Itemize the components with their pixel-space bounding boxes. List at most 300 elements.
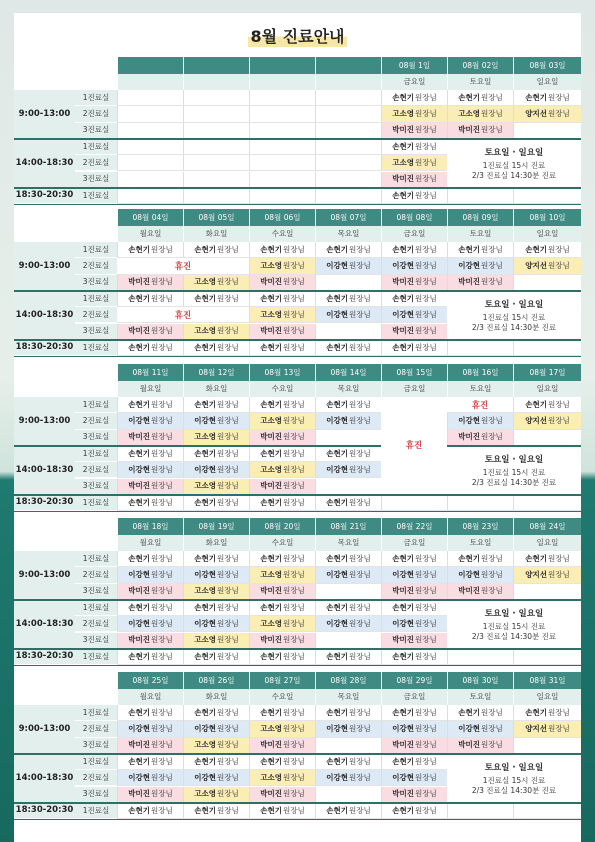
doctor-cell [513, 738, 581, 754]
doctor-name: 고소영 [260, 724, 282, 734]
doctor-cell [381, 633, 447, 649]
doctor-cell [447, 123, 513, 139]
doctor-cell [249, 633, 315, 649]
doctor-cell [513, 397, 581, 413]
doctor-title: 원장님 [151, 342, 173, 352]
doctor-cell [117, 479, 183, 495]
doctor-title: 원장님 [415, 125, 437, 135]
doctor-cell [117, 155, 183, 171]
doctor-name: 박미진 [260, 789, 282, 799]
doctor-title: 원장님 [415, 174, 437, 184]
weekend-note-line2: 2/3 진료실 14:30분 진료 [471, 477, 557, 487]
doctor-name: 손현기 [392, 190, 414, 200]
doctor-cell [315, 324, 381, 340]
doctor-cell [513, 188, 581, 204]
doctor-name: 박미진 [260, 586, 282, 596]
doctor-cell [381, 242, 447, 258]
doctor-cell [315, 291, 381, 307]
doctor-cell [249, 770, 315, 786]
doctor-title: 원장님 [283, 756, 305, 766]
doctor-cell [513, 721, 581, 737]
doctor-name: 손현기 [392, 244, 414, 254]
doctor-cell [183, 172, 249, 188]
doctor-name: 손현기 [525, 244, 547, 254]
doctor-cell [183, 324, 249, 340]
doctor-name: 이강현 [194, 724, 216, 734]
doctor-cell [447, 495, 513, 511]
room-label: 2진료실 [75, 155, 117, 171]
doctor-title: 원장님 [415, 570, 437, 580]
doctor-name: 고소영 [194, 789, 216, 799]
doctor-cell [315, 567, 381, 583]
page-title: 8월 진료안내 [14, 13, 581, 57]
doctor-cell [249, 567, 315, 583]
doctor-name: 박미진 [260, 432, 282, 442]
doctor-cell [315, 242, 381, 258]
doctor-title: 원장님 [349, 448, 371, 458]
doctor-cell [447, 649, 513, 665]
doctor-cell [183, 705, 249, 721]
doctor-cell [381, 172, 447, 188]
doctor-title: 원장님 [349, 497, 371, 507]
weekday-header: 금요일 [381, 381, 447, 398]
doctor-name: 손현기 [458, 553, 480, 563]
doctor-name: 손현기 [128, 244, 150, 254]
doctor-name: 손현기 [392, 141, 414, 151]
doctor-title: 원장님 [217, 756, 239, 766]
date-header: 08월 05일 [183, 209, 249, 226]
doctor-title: 원장님 [349, 707, 371, 717]
doctor-title: 원장님 [283, 635, 305, 645]
doctor-cell [315, 123, 381, 139]
doctor-name: 고소영 [392, 158, 414, 168]
room-label: 2진료실 [75, 462, 117, 478]
date-header: 08월 11일 [117, 364, 183, 381]
date-header: 08월 09일 [447, 209, 513, 226]
doctor-title: 원장님 [415, 141, 437, 151]
doctor-cell [117, 770, 183, 786]
doctor-cell [183, 155, 249, 171]
doctor-cell [249, 584, 315, 600]
doctor-cell [183, 479, 249, 495]
doctor-cell [183, 446, 249, 462]
doctor-name: 손현기 [194, 553, 216, 563]
doctor-name: 고소영 [260, 619, 282, 629]
doctor-title: 원장님 [415, 553, 437, 563]
room-label: 1진료실 [75, 139, 117, 155]
time-slot-label: 18:30-20:30 [14, 495, 75, 511]
date-header: 08월 04일 [117, 209, 183, 226]
doctor-title: 원장님 [481, 570, 503, 580]
doctor-cell [117, 340, 183, 356]
doctor-cell [117, 584, 183, 600]
doctor-cell [249, 803, 315, 819]
doctor-cell [315, 705, 381, 721]
date-header: 08월 25일 [117, 672, 183, 689]
doctor-name: 이강현 [392, 310, 414, 320]
doctor-title: 원장님 [151, 619, 173, 629]
room-label: 3진료실 [75, 738, 117, 754]
doctor-cell [183, 139, 249, 155]
doctor-title: 원장님 [415, 277, 437, 287]
doctor-cell [183, 803, 249, 819]
room-label: 2진료실 [75, 616, 117, 632]
doctor-title: 원장님 [151, 805, 173, 815]
room-label: 3진료실 [75, 123, 117, 139]
doctor-name: 박미진 [260, 740, 282, 750]
doctor-title: 원장님 [217, 740, 239, 750]
room-label: 3진료실 [75, 633, 117, 649]
doctor-cell [381, 770, 447, 786]
doctor-cell [117, 188, 183, 204]
doctor-name: 손현기 [128, 651, 150, 661]
doctor-cell [513, 340, 581, 356]
doctor-title: 원장님 [151, 773, 173, 783]
doctor-name: 손현기 [392, 805, 414, 815]
doctor-title: 원장님 [217, 651, 239, 661]
doctor-cell [315, 139, 381, 155]
doctor-cell [117, 787, 183, 803]
date-header: 08월 06일 [249, 209, 315, 226]
doctor-cell [513, 258, 581, 274]
doctor-name: 손현기 [128, 553, 150, 563]
doctor-name: 고소영 [194, 432, 216, 442]
slot-divider [14, 187, 581, 189]
schedule-row [75, 413, 581, 429]
time-slot-label: 9:00-13:00 [14, 551, 75, 600]
schedule-row [75, 584, 581, 600]
header-blank [14, 689, 117, 706]
doctor-cell [183, 616, 249, 632]
doctor-cell [513, 90, 581, 106]
doctor-title: 원장님 [283, 399, 305, 409]
doctor-title: 원장님 [283, 310, 305, 320]
doctor-name: 이강현 [458, 416, 480, 426]
doctor-cell [183, 754, 249, 770]
doctor-cell [249, 90, 315, 106]
date-header: 08월 24일 [513, 518, 581, 535]
schedule-row [75, 275, 581, 291]
doctor-cell [117, 446, 183, 462]
doctor-cell [117, 139, 183, 155]
doctor-cell [249, 242, 315, 258]
doctor-title: 원장님 [415, 92, 437, 102]
doctor-title: 원장님 [217, 481, 239, 491]
doctor-cell [117, 495, 183, 511]
doctor-cell [381, 705, 447, 721]
time-slot-label: 18:30-20:30 [14, 340, 75, 356]
slot-divider [14, 339, 581, 341]
time-slot-label: 9:00-13:00 [14, 90, 75, 139]
doctor-cell [315, 479, 381, 495]
doctor-title: 원장님 [349, 756, 371, 766]
room-label: 3진료실 [75, 324, 117, 340]
doctor-name: 이강현 [326, 570, 348, 580]
doctor-cell [381, 258, 447, 274]
week-header-row [14, 364, 581, 381]
doctor-title: 원장님 [151, 432, 173, 442]
doctor-name: 양지선 [525, 261, 547, 271]
doctor-title: 원장님 [151, 635, 173, 645]
doctor-cell [315, 430, 381, 446]
date-header: 08월 18일 [117, 518, 183, 535]
doctor-name: 손현기 [525, 707, 547, 717]
doctor-name: 손현기 [392, 602, 414, 612]
date-header: 08월 21일 [315, 518, 381, 535]
doctor-title: 원장님 [283, 326, 305, 336]
weekday-header [249, 74, 315, 91]
weekday-header: 수요일 [249, 381, 315, 398]
doctor-cell [315, 340, 381, 356]
doctor-title: 원장님 [349, 773, 371, 783]
doctor-title: 원장님 [415, 707, 437, 717]
doctor-cell [447, 188, 513, 204]
doctor-cell [183, 242, 249, 258]
doctor-name: 박미진 [392, 586, 414, 596]
doctor-name: 손현기 [525, 92, 547, 102]
week-divider [14, 819, 581, 820]
doctor-cell [447, 803, 513, 819]
doctor-name: 손현기 [260, 497, 282, 507]
doctor-cell [249, 754, 315, 770]
doctor-name: 박미진 [128, 635, 150, 645]
doctor-name: 이강현 [194, 773, 216, 783]
doctor-title: 원장님 [217, 342, 239, 352]
doctor-cell [249, 123, 315, 139]
room-label: 1진료실 [75, 291, 117, 307]
schedule-row [75, 123, 581, 139]
doctor-cell [513, 413, 581, 429]
doctor-title: 원장님 [151, 789, 173, 799]
room-label: 2진료실 [75, 413, 117, 429]
doctor-title: 원장님 [151, 481, 173, 491]
room-label: 1진료실 [75, 340, 117, 356]
weekend-note-line1: 1진료실 15시 진료 [482, 467, 546, 477]
room-label: 3진료실 [75, 430, 117, 446]
weekend-note-line1: 1진료실 15시 진료 [482, 621, 546, 631]
doctor-cell [447, 551, 513, 567]
doctor-name: 고소영 [260, 261, 282, 271]
doctor-cell [381, 803, 447, 819]
doctor-cell [447, 584, 513, 600]
doctor-title: 원장님 [481, 553, 503, 563]
date-header: 08월 20일 [249, 518, 315, 535]
doctor-title: 원장님 [283, 465, 305, 475]
doctor-name: 손현기 [326, 651, 348, 661]
doctor-name: 손현기 [194, 293, 216, 303]
room-label: 1진료실 [75, 90, 117, 106]
schedule-row [75, 705, 581, 721]
doctor-title: 원장님 [283, 805, 305, 815]
date-header [315, 57, 381, 74]
doctor-name: 박미진 [458, 125, 480, 135]
doctor-name: 손현기 [326, 448, 348, 458]
doctor-name: 손현기 [194, 399, 216, 409]
doctor-cell [381, 616, 447, 632]
room-label: 3진료실 [75, 787, 117, 803]
weekend-note-line1: 1진료실 15시 진료 [482, 312, 546, 322]
doctor-title: 원장님 [217, 432, 239, 442]
doctor-cell [513, 551, 581, 567]
date-header: 08월 13일 [249, 364, 315, 381]
doctor-name: 손현기 [194, 448, 216, 458]
doctor-title: 원장님 [151, 497, 173, 507]
doctor-name: 손현기 [260, 805, 282, 815]
doctor-title: 원장님 [151, 465, 173, 475]
doctor-cell [117, 738, 183, 754]
doctor-cell [117, 90, 183, 106]
doctor-title: 원장님 [481, 277, 503, 287]
doctor-title: 원장님 [151, 586, 173, 596]
doctor-name: 이강현 [392, 773, 414, 783]
schedule-row [75, 430, 581, 446]
date-header: 08월 26일 [183, 672, 249, 689]
doctor-title: 원장님 [283, 277, 305, 287]
doctor-name: 이강현 [326, 773, 348, 783]
doctor-cell [447, 106, 513, 122]
doctor-title: 원장님 [151, 724, 173, 734]
doctor-cell [183, 106, 249, 122]
doctor-cell [117, 803, 183, 819]
doctor-cell [183, 188, 249, 204]
time-slot-label: 14:00-18:30 [14, 754, 75, 803]
doctor-name: 손현기 [128, 399, 150, 409]
weekend-note-line2: 2/3 진료실 14:30분 진료 [471, 631, 557, 641]
doctor-title: 원장님 [217, 448, 239, 458]
header-blank [14, 535, 117, 552]
doctor-name: 고소영 [194, 326, 216, 336]
doctor-name: 손현기 [260, 553, 282, 563]
doctor-name: 손현기 [128, 756, 150, 766]
room-label: 1진료실 [75, 242, 117, 258]
schedule-row [75, 242, 581, 258]
time-slot-label: 18:30-20:30 [14, 803, 75, 819]
doctor-name: 손현기 [326, 602, 348, 612]
doctor-title: 원장님 [415, 261, 437, 271]
date-header: 08월 31일 [513, 672, 581, 689]
doctor-name: 이강현 [326, 465, 348, 475]
doctor-title: 원장님 [283, 342, 305, 352]
doctor-name: 손현기 [392, 553, 414, 563]
doctor-cell [117, 462, 183, 478]
doctor-name: 이강현 [194, 570, 216, 580]
date-header: 08월 22일 [381, 518, 447, 535]
doctor-name: 박미진 [392, 174, 414, 184]
doctor-title: 원장님 [217, 497, 239, 507]
doctor-title: 원장님 [217, 553, 239, 563]
weekday-header [315, 74, 381, 91]
schedule-row [75, 106, 581, 122]
weekday-header: 금요일 [381, 689, 447, 706]
doctor-name: 박미진 [128, 326, 150, 336]
doctor-title: 원장님 [283, 773, 305, 783]
doctor-cell [249, 446, 315, 462]
doctor-cell [315, 600, 381, 616]
doctor-title: 원장님 [415, 724, 437, 734]
weekday-header: 일요일 [513, 535, 581, 552]
doctor-title: 원장님 [283, 244, 305, 254]
doctor-cell [183, 495, 249, 511]
doctor-title: 원장님 [283, 602, 305, 612]
weekday-header: 토요일 [447, 74, 513, 91]
doctor-title: 원장님 [217, 619, 239, 629]
room-label: 2진료실 [75, 307, 117, 323]
doctor-name: 손현기 [128, 342, 150, 352]
doctor-name: 손현기 [392, 707, 414, 717]
doctor-cell [315, 462, 381, 478]
room-label: 1진료실 [75, 188, 117, 204]
doctor-cell [513, 242, 581, 258]
doctor-cell [183, 600, 249, 616]
doctor-title: 원장님 [415, 602, 437, 612]
doctor-cell [183, 413, 249, 429]
doctor-name: 손현기 [326, 707, 348, 717]
doctor-title: 원장님 [349, 724, 371, 734]
doctor-cell [117, 324, 183, 340]
doctor-cell [315, 738, 381, 754]
doctor-name: 이강현 [194, 465, 216, 475]
doctor-name: 양지선 [525, 570, 547, 580]
doctor-name: 이강현 [326, 310, 348, 320]
doctor-cell [513, 584, 581, 600]
doctor-title: 원장님 [151, 707, 173, 717]
week-divider [14, 511, 581, 512]
weekday-header: 화요일 [183, 689, 249, 706]
doctor-cell [249, 479, 315, 495]
doctor-cell [513, 567, 581, 583]
doctor-title: 원장님 [283, 432, 305, 442]
doctor-cell [249, 787, 315, 803]
date-header: 08월 03일 [513, 57, 581, 74]
doctor-title: 원장님 [415, 805, 437, 815]
doctor-cell [249, 172, 315, 188]
doctor-title: 원장님 [548, 92, 570, 102]
doctor-name: 손현기 [260, 651, 282, 661]
doctor-name: 고소영 [260, 570, 282, 580]
doctor-name: 손현기 [128, 602, 150, 612]
doctor-cell [117, 754, 183, 770]
doctor-name: 이강현 [128, 724, 150, 734]
doctor-title: 원장님 [481, 125, 503, 135]
time-slot-label: 14:00-18:30 [14, 139, 75, 188]
doctor-cell [117, 413, 183, 429]
doctor-name: 박미진 [260, 481, 282, 491]
room-label: 3진료실 [75, 172, 117, 188]
holiday-label: 휴진 [117, 258, 249, 273]
doctor-cell [315, 106, 381, 122]
date-header: 08월 07일 [315, 209, 381, 226]
doctor-name: 박미진 [128, 277, 150, 287]
doctor-cell [315, 803, 381, 819]
time-slot-label: 9:00-13:00 [14, 705, 75, 754]
room-label: 2진료실 [75, 721, 117, 737]
doctor-title: 원장님 [283, 497, 305, 507]
doctor-name: 이강현 [128, 773, 150, 783]
schedule-row [75, 649, 581, 665]
doctor-name: 고소영 [260, 310, 282, 320]
doctor-cell [381, 495, 447, 511]
doctor-cell [249, 291, 315, 307]
date-header: 08월 08일 [381, 209, 447, 226]
header-blank [14, 57, 117, 74]
weekend-note-line1: 1진료실 15시 진료 [482, 160, 546, 170]
doctor-cell [315, 770, 381, 786]
doctor-title: 원장님 [415, 158, 437, 168]
date-header: 08월 29일 [381, 672, 447, 689]
doctor-title: 원장님 [349, 342, 371, 352]
weekend-note-title: 토요일 · 일요일 [484, 454, 544, 465]
time-slot-label: 14:00-18:30 [14, 291, 75, 340]
